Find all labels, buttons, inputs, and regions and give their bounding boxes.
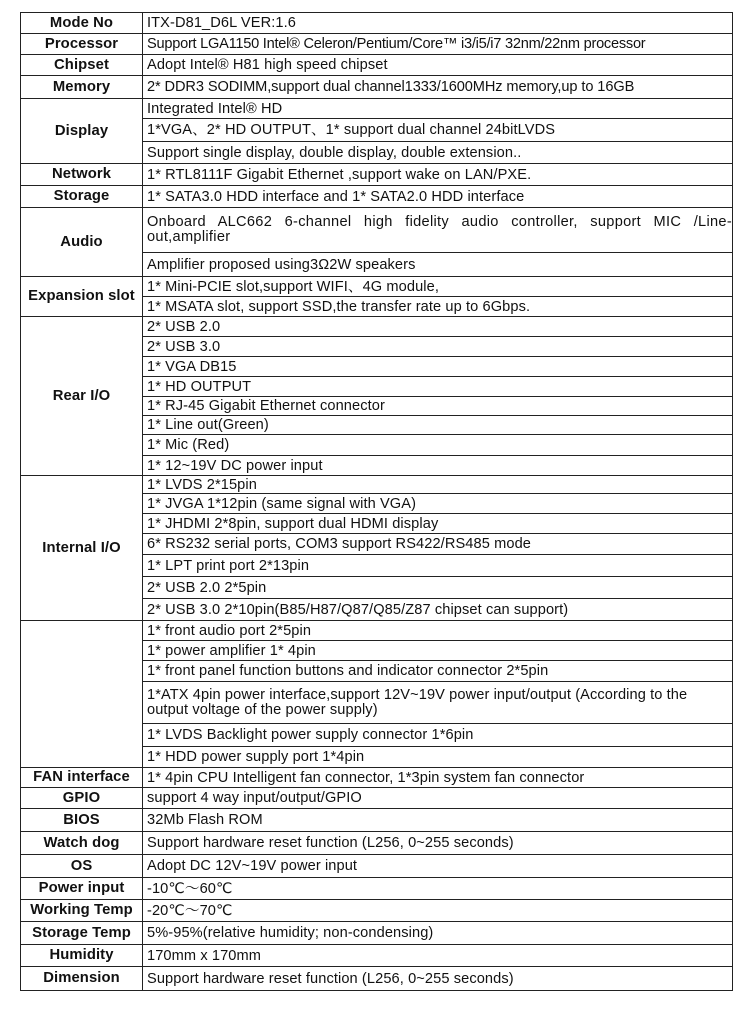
row-label — [21, 621, 143, 768]
table-row — [21, 317, 733, 337]
table-row — [21, 922, 733, 945]
row-value: support 4 way input/output/GPIO — [143, 788, 733, 809]
row-label: Rear I/O — [21, 317, 143, 476]
row-label: Power input — [21, 878, 143, 900]
row-label: Memory — [21, 76, 143, 99]
table-row — [21, 13, 733, 34]
row-label: Processor — [21, 34, 143, 55]
table-row — [21, 186, 733, 208]
row-label: BIOS — [21, 809, 143, 832]
row-value: 1* RTL8111F Gigabit Ethernet ,support wake on LAN/PXE. — [143, 164, 733, 186]
row-value: 1* HDD power supply port 1*4pin — [143, 747, 733, 768]
table-row — [21, 55, 733, 76]
row-value: 1* VGA DB15 — [143, 357, 733, 377]
row-label: Storage Temp — [21, 922, 143, 945]
row-label: Chipset — [21, 55, 143, 76]
row-label: Expansion slot — [21, 277, 143, 317]
row-label: Network — [21, 164, 143, 186]
row-label: Working Temp — [21, 900, 143, 922]
row-label: GPIO — [21, 788, 143, 809]
row-label: Storage — [21, 186, 143, 208]
row-value: 1* front panel function buttons and indicator connector 2*5pin — [143, 661, 733, 682]
row-value: 1* Line out(Green) — [143, 416, 733, 435]
table-row — [21, 878, 733, 900]
row-value: 2* USB 3.0 2*10pin(B85/H87/Q87/Q85/Z87 chipset can support) — [143, 599, 733, 621]
row-label: Audio — [21, 208, 143, 277]
row-value: 1* Mic (Red) — [143, 435, 733, 456]
row-value: 2* USB 3.0 — [143, 337, 733, 357]
table-row — [21, 621, 733, 641]
row-value: 6* RS232 serial ports, COM3 support RS422/RS485 mode — [143, 534, 733, 555]
row-value: Amplifier proposed using3Ω2W speakers — [143, 253, 733, 277]
row-value: 2* USB 2.0 — [143, 317, 733, 337]
row-label: Display — [21, 99, 143, 164]
row-value: 1* SATA3.0 HDD interface and 1* SATA2.0 HDD interface — [143, 186, 733, 208]
table-row — [21, 900, 733, 922]
row-label: Dimension — [21, 967, 143, 991]
row-value: 1*VGA、2* HD OUTPUT、1* support dual channel 24bitLVDS — [143, 119, 733, 142]
table-row — [21, 476, 733, 494]
row-value: Support hardware reset function (L256, 0~255 seconds) — [143, 967, 733, 991]
spec-table — [20, 12, 733, 991]
row-value: Support LGA1150 Intel® Celeron/Pentium/Core™ i3/i5/i7 32nm/22nm processor — [143, 34, 733, 55]
row-value: Adopt Intel® H81 high speed chipset — [143, 55, 733, 76]
row-value: Support single display, double display, double extension.. — [143, 142, 733, 164]
row-label: Internal I/O — [21, 476, 143, 621]
row-label: Humidity — [21, 945, 143, 967]
table-row — [21, 277, 733, 297]
row-value: -10℃～60℃ — [143, 878, 733, 900]
table-row — [21, 208, 733, 253]
table-row — [21, 99, 733, 119]
table-row — [21, 34, 733, 55]
row-value: Onboard ALC662 6-channel high fidelity audio controller, support MIC /Line-out,amplifier — [143, 208, 733, 253]
row-value: 1* 4pin CPU Intelligent fan connector, 1*3pin system fan connector — [143, 768, 733, 788]
row-label: Mode No — [21, 13, 143, 34]
row-value: 2* DDR3 SODIMM,support dual channel1333/1600MHz memory,up to 16GB — [143, 76, 733, 99]
row-value: 1* JHDMI 2*8pin, support dual HDMI display — [143, 514, 733, 534]
table-row — [21, 76, 733, 99]
table-row — [21, 809, 733, 832]
row-value: 1*ATX 4pin power interface,support 12V~19V power input/output (According to the output voltage of the power supply) — [143, 682, 733, 724]
row-value: 1* LVDS 2*15pin — [143, 476, 733, 494]
row-value: 1* JVGA 1*12pin (same signal with VGA) — [143, 494, 733, 514]
table-row — [21, 788, 733, 809]
row-value: Support hardware reset function (L256, 0~255 seconds) — [143, 832, 733, 855]
row-value: 32Mb Flash ROM — [143, 809, 733, 832]
row-value: 2* USB 2.0 2*5pin — [143, 577, 733, 599]
row-value: 1* HD OUTPUT — [143, 377, 733, 397]
row-value: Adopt DC 12V~19V power input — [143, 855, 733, 878]
row-value: 1* LPT print port 2*13pin — [143, 555, 733, 577]
row-value: 5%-95%(relative humidity; non-condensing) — [143, 922, 733, 945]
table-row — [21, 855, 733, 878]
row-value: 1* Mini-PCIE slot,support WIFI、4G module, — [143, 277, 733, 297]
row-value: 170mm x 170mm — [143, 945, 733, 967]
row-label: FAN interface — [21, 768, 143, 788]
row-label: OS — [21, 855, 143, 878]
row-label: Watch dog — [21, 832, 143, 855]
table-row — [21, 832, 733, 855]
row-value: 1* 12~19V DC power input — [143, 456, 733, 476]
table-row — [21, 945, 733, 967]
row-value: 1* RJ-45 Gigabit Ethernet connector — [143, 397, 733, 416]
table-row — [21, 768, 733, 788]
row-value: ITX-D81_D6L VER:1.6 — [143, 13, 733, 34]
row-value: -20℃～70℃ — [143, 900, 733, 922]
row-value: Integrated Intel® HD — [143, 99, 733, 119]
row-value: 1* power amplifier 1* 4pin — [143, 641, 733, 661]
row-value: 1* MSATA slot, support SSD,the transfer rate up to 6Gbps. — [143, 297, 733, 317]
table-row — [21, 164, 733, 186]
row-value: 1* LVDS Backlight power supply connector 1*6pin — [143, 724, 733, 747]
table-row — [21, 967, 733, 991]
row-value: 1* front audio port 2*5pin — [143, 621, 733, 641]
